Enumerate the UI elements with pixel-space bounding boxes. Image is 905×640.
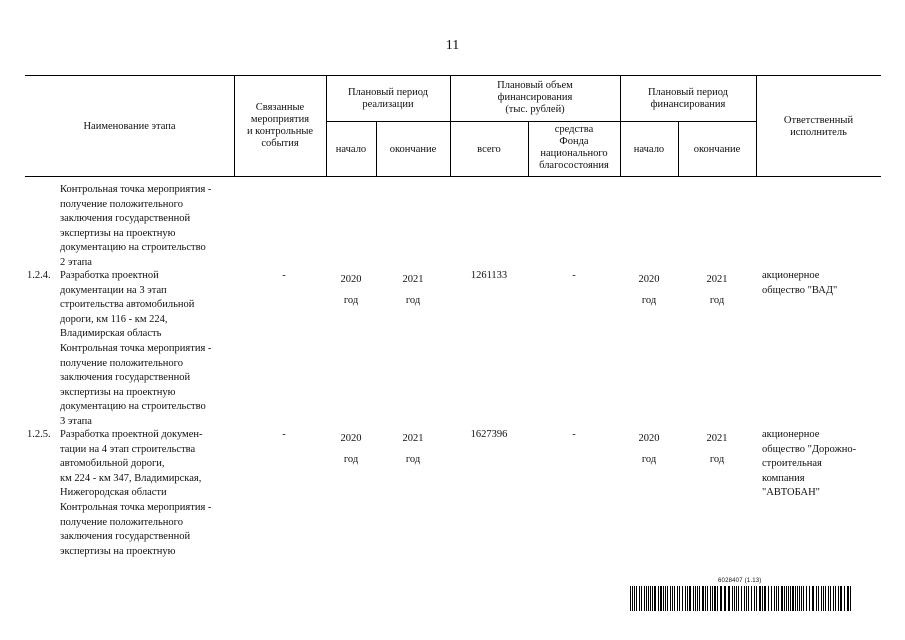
impl-end-value: 2021 год [402,274,424,306]
barcode-bar [641,586,642,611]
header-fund: средства Фонда национального благосостояния [539,124,609,171]
fund-value: - [572,270,576,281]
impl-end-value: 2021 год [402,433,424,465]
milestone-text: Контрольная точка мероприятия - получение положительного заключения государственной экспертизы на проектную [60,502,212,557]
barcode-bar [803,586,804,611]
impl-start-value: 2020 год [340,433,362,465]
stage-number: 1.2.4. [27,270,51,281]
total-value: 1261133 [470,270,508,281]
barcode-bar [778,586,779,611]
barcode-bar [687,586,688,611]
barcode-bar [685,586,686,611]
barcode-bar [695,586,696,611]
stage-text: Разработка проектной документации на 3 этап строительства автомобильной дороги, км 116 - км 224, Владимирская область [60,270,195,339]
barcode-bar [689,586,691,611]
barcode-bar [648,586,649,611]
barcode-bar [660,586,662,611]
barcode-bar [828,586,829,611]
barcode-bar [751,586,752,611]
barcode-bar [632,586,633,611]
barcode-bar [840,586,842,611]
barcode-bar [759,586,761,611]
page-number: 11 [445,38,460,53]
fin-end-value: 2021 год [706,274,728,306]
barcode-bar [672,586,673,611]
barcode-bar [636,586,637,611]
barcode-bar [630,586,631,611]
barcode-bar [764,586,766,611]
barcode-bar [710,586,711,611]
barcode-bar [665,586,666,611]
barcode-bar [847,586,849,611]
table-top-border [25,75,881,76]
barcode-bar [738,586,739,611]
barcode-bar [746,586,747,611]
barcode-bar [818,586,819,611]
header-sub-border-fin [450,121,756,122]
barcode-bar [724,586,726,611]
header-impl-period: Плановый период реализации [347,87,429,110]
barcode-bar [682,586,683,611]
barcode-bar [788,586,789,611]
barcode-bar [674,586,675,611]
barcode-bar [795,586,796,611]
barcode-bar [644,586,645,611]
barcode-bar [677,586,678,611]
barcode-bar [756,586,757,611]
fin-end-value: 2021 год [706,433,728,465]
responsible-value: акционерное общество "ВАД" [762,270,838,296]
header-sub-border-impl [326,121,450,122]
barcode-bar [762,586,763,611]
barcode-bar [717,586,718,611]
barcode [630,578,855,614]
barcode-bar [705,586,706,611]
stage-text: Разработка проектной докумен- тации на 4 этап строительства автомобильной дороги, км 224 - км 347, Владимирская, Нижегородская области [60,429,203,498]
responsible-value: акционерное общество "Дорожно- строительная компания "АВТОБАН" [762,429,857,498]
header-fin-end: окончание [693,144,741,155]
milestone-text: Контрольная точка мероприятия - получение положительного заключения государственной экспертизы на проектную документацию на строительство 2 этапа [60,184,212,268]
barcode-bar [771,586,772,611]
barcode-number: 6028407 (1.13) [718,578,762,584]
fin-start-value: 2020 год [638,433,660,465]
barcode-bar [850,586,851,611]
barcode-bar [634,586,635,611]
barcode-bar [702,586,704,611]
header-related: Связанные мероприятия и контрольные события [246,102,314,149]
header-impl-start: начало [335,144,367,155]
barcode-bar [748,586,749,611]
barcode-bar [667,586,668,611]
header-total: всего [477,144,501,155]
barcode-bar [650,586,651,611]
barcode-bar [838,586,839,611]
barcode-bar [646,586,647,611]
related-value: - [282,270,286,281]
barcode-bar [732,586,733,611]
header-bottom-border [25,176,881,177]
barcode-bar [712,586,713,611]
barcode-bar [844,586,845,611]
stage-number: 1.2.5. [27,429,51,440]
barcode-bar [816,586,817,611]
impl-start-value: 2020 год [340,274,362,306]
barcode-bar [652,586,653,611]
barcode-bar [663,586,664,611]
header-impl-end: окончание [389,144,437,155]
barcode-bar [728,586,730,611]
barcode-bar [835,586,836,611]
barcode-bar [720,586,722,611]
barcode-bar [786,586,787,611]
barcode-bar [790,586,791,611]
barcode-bar [801,586,802,611]
barcode-bar [823,586,824,611]
barcode-bar [809,586,810,611]
barcode-bar [821,586,822,611]
barcode-bar [799,586,800,611]
barcode-bar [736,586,737,611]
fin-start-value: 2020 год [638,274,660,306]
barcode-bar [679,586,680,611]
barcode-bar [768,586,769,611]
barcode-bar [754,586,755,611]
barcode-bar [670,586,671,611]
barcode-bar [797,586,798,611]
total-value: 1627396 [470,429,508,440]
barcode-bar [707,586,708,611]
header-responsible: Ответственный исполнитель [783,115,854,138]
barcode-bar [781,586,783,611]
barcode-bar [830,586,831,611]
milestone-text: Контрольная точка мероприятия - получение положительного заключения государственной экспертизы на проектную документацию на строительство 3 этапа [60,343,212,427]
barcode-bar [714,586,716,611]
barcode-bar [639,586,640,611]
header-fin-volume: Плановый объем финансирования (тыс. рублей) [497,80,573,115]
barcode-bar [784,586,785,611]
related-value: - [282,429,286,440]
barcode-bar [658,586,659,611]
barcode-bar [734,586,735,611]
barcode-bar [654,586,656,611]
barcode-bar [744,586,745,611]
barcode-bars [630,586,855,611]
barcode-bar [699,586,700,611]
fund-value: - [572,429,576,440]
barcode-bar [833,586,834,611]
barcode-bar [776,586,777,611]
header-fin-period: Плановый период финансирования [647,87,729,110]
barcode-bar [693,586,694,611]
barcode-bar [792,586,794,611]
barcode-bar [741,586,742,611]
barcode-bar [774,586,775,611]
barcode-bar [697,586,698,611]
header-name: Наименование этапа [83,121,176,132]
header-fin-start: начало [633,144,665,155]
barcode-bar [806,586,807,611]
barcode-bar [812,586,814,611]
barcode-bar [825,586,826,611]
